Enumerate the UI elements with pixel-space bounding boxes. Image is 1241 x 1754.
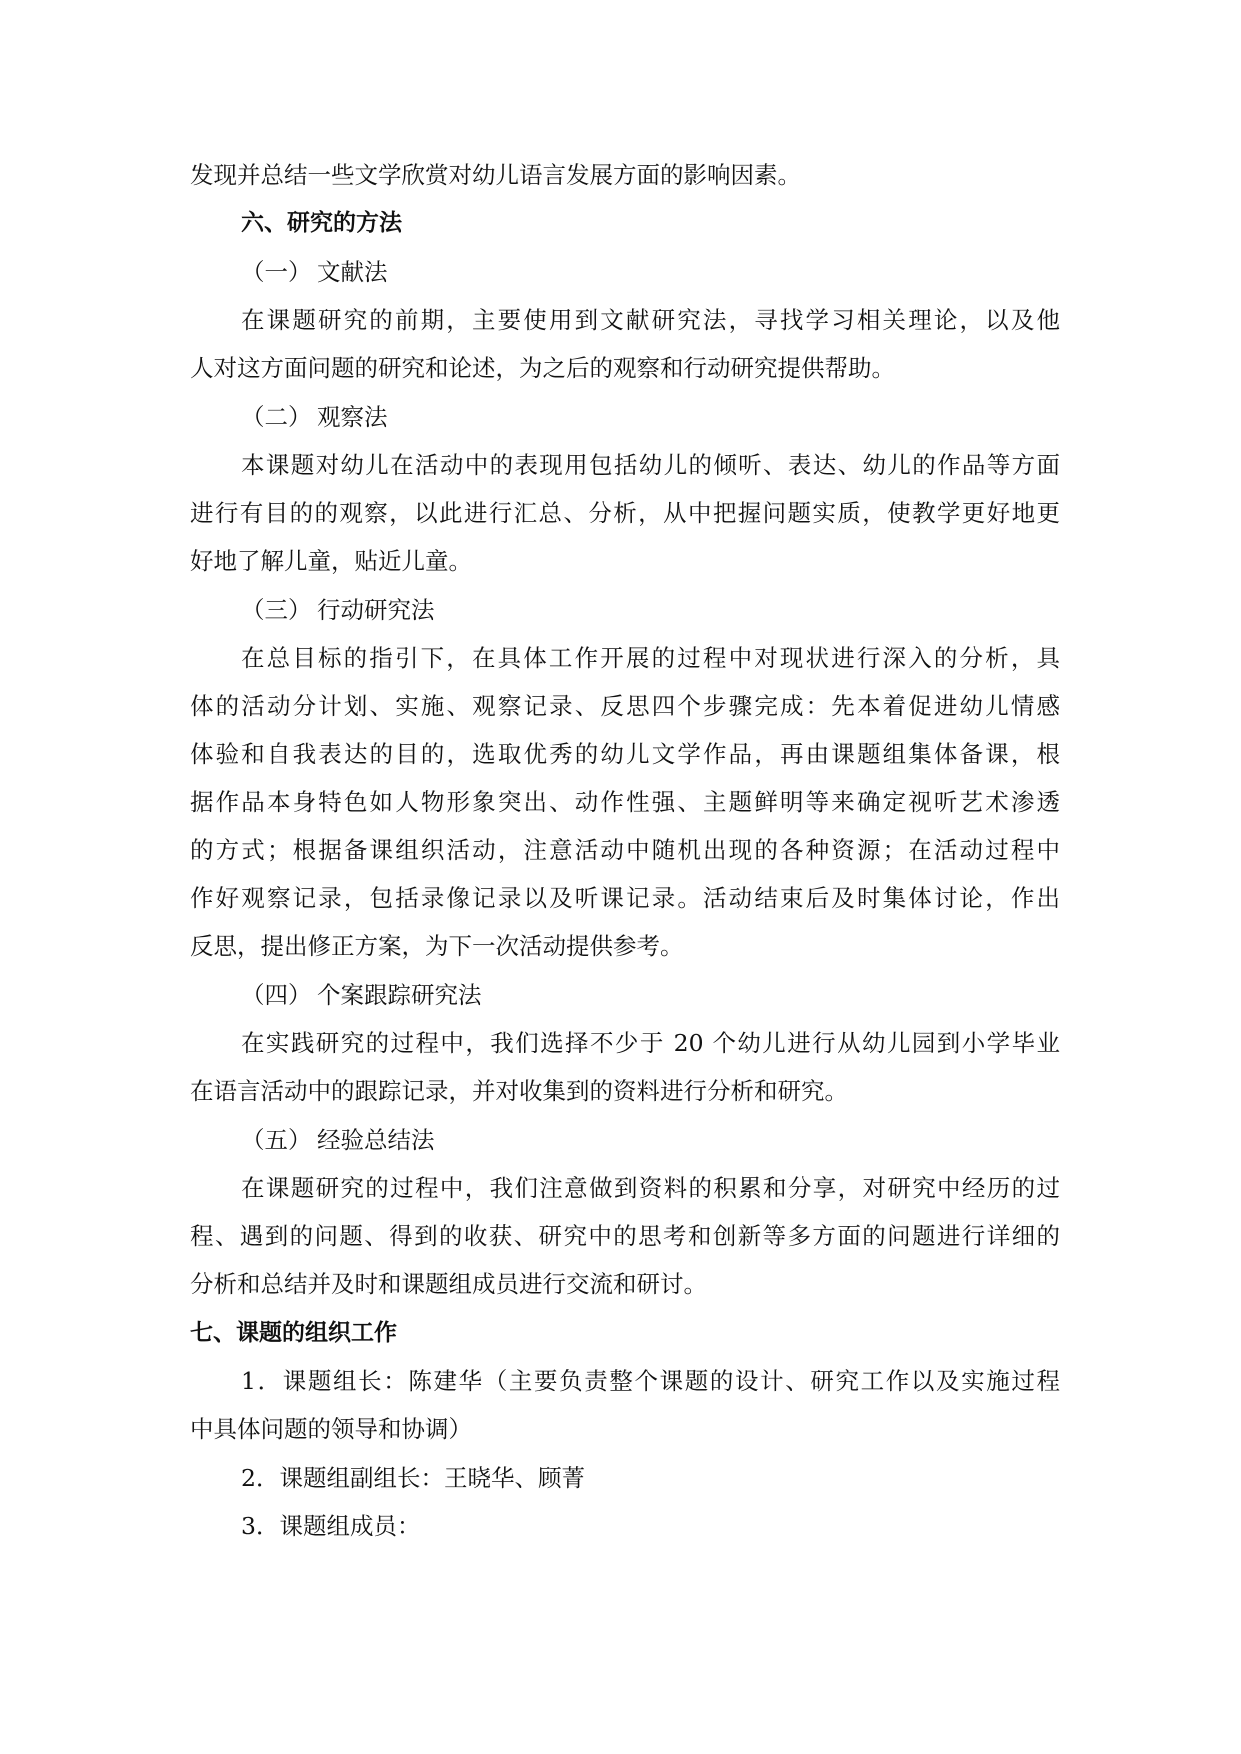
paragraph-line: 程、遇到的问题、得到的收获、研究中的思考和创新等多方面的问题进行详细的 <box>190 1222 1060 1250</box>
subheading-title: 文献法 <box>317 258 388 286</box>
subheading-title: 个案跟踪研究法 <box>317 981 482 1009</box>
subheading-number: （五） <box>241 1126 312 1154</box>
subheading-observation-method <box>241 402 1060 432</box>
paragraph-line: 好地了解儿童，贴近儿童。 <box>190 547 472 575</box>
paragraph-line: 分析和总结并及时和课题组成员进行交流和研讨。 <box>190 1270 707 1298</box>
paragraph-line: 在语言活动中的跟踪记录，并对收集到的资料进行分析和研究。 <box>190 1077 848 1105</box>
subheading-literature-method <box>241 257 1060 287</box>
paragraph-line: 在课题研究的前期，主要使用到文献研究法，寻找学习相关理论，以及他 <box>241 306 1060 334</box>
list-item-leader: 1．课题组长：陈建华（主要负责整个课题的设计、研究工作以及实施过程 <box>241 1367 1060 1395</box>
paragraph-line: 的方式；根据备课组织活动，注意活动中随机出现的各种资源；在活动过程中 <box>190 836 1060 864</box>
subheading-title: 行动研究法 <box>317 596 435 624</box>
subheading-title: 观察法 <box>317 403 388 431</box>
paragraph-line: 在实践研究的过程中，我们选择不少于 20 个幼儿进行从幼儿园到小学毕业 <box>241 1029 1060 1057</box>
paragraph-line: 体的活动分计划、实施、观察记录、反思四个步骤完成：先本着促进幼儿情感 <box>190 692 1060 720</box>
paragraph-line: 人对这方面问题的研究和论述，为之后的观察和行动研究提供帮助。 <box>190 354 895 382</box>
subheading-number: （三） <box>241 596 312 624</box>
paragraph-line: 本课题对幼儿在活动中的表现用包括幼儿的倾听、表达、幼儿的作品等方面 <box>241 451 1060 479</box>
section-heading-methods: 六、研究的方法 <box>241 210 402 236</box>
list-item-deputy-leaders: 2．课题组副组长：王晓华、顾菁 <box>241 1464 585 1492</box>
subheading-number: （二） <box>241 403 312 431</box>
paragraph-line: 作好观察记录，包括录像记录以及听课记录。活动结束后及时集体讨论，作出 <box>190 884 1060 912</box>
paragraph-line: 在总目标的指引下，在具体工作开展的过程中对现状进行深入的分析，具 <box>241 644 1060 672</box>
subheading-title: 经验总结法 <box>317 1126 435 1154</box>
list-item-members: 3．课题组成员： <box>241 1512 421 1540</box>
subheading-number: （一） <box>241 258 312 286</box>
paragraph-line: 发现并总结一些文学欣赏对幼儿语言发展方面的影响因素。 <box>190 161 801 189</box>
section-heading-organization: 七、课题的组织工作 <box>190 1320 397 1346</box>
subheading-experience-summary-method <box>241 1125 1060 1155</box>
paragraph-line: 体验和自我表达的目的，选取优秀的幼儿文学作品，再由课题组集体备课，根 <box>190 740 1060 768</box>
paragraph-line: 据作品本身特色如人物形象突出、动作性强、主题鲜明等来确定视听艺术渗透 <box>190 788 1060 816</box>
subheading-case-tracking-method <box>241 980 1060 1010</box>
paragraph-line: 在课题研究的过程中，我们注意做到资料的积累和分享，对研究中经历的过 <box>241 1174 1060 1202</box>
paragraph-line: 反思，提出修正方案，为下一次活动提供参考。 <box>190 932 684 960</box>
paragraph-line: 进行有目的的观察，以此进行汇总、分析，从中把握问题实质，使教学更好地更 <box>190 499 1060 527</box>
list-item-leader-continued: 中具体问题的领导和协调） <box>190 1415 472 1443</box>
subheading-action-research-method <box>241 595 1060 625</box>
subheading-number: （四） <box>241 981 312 1009</box>
